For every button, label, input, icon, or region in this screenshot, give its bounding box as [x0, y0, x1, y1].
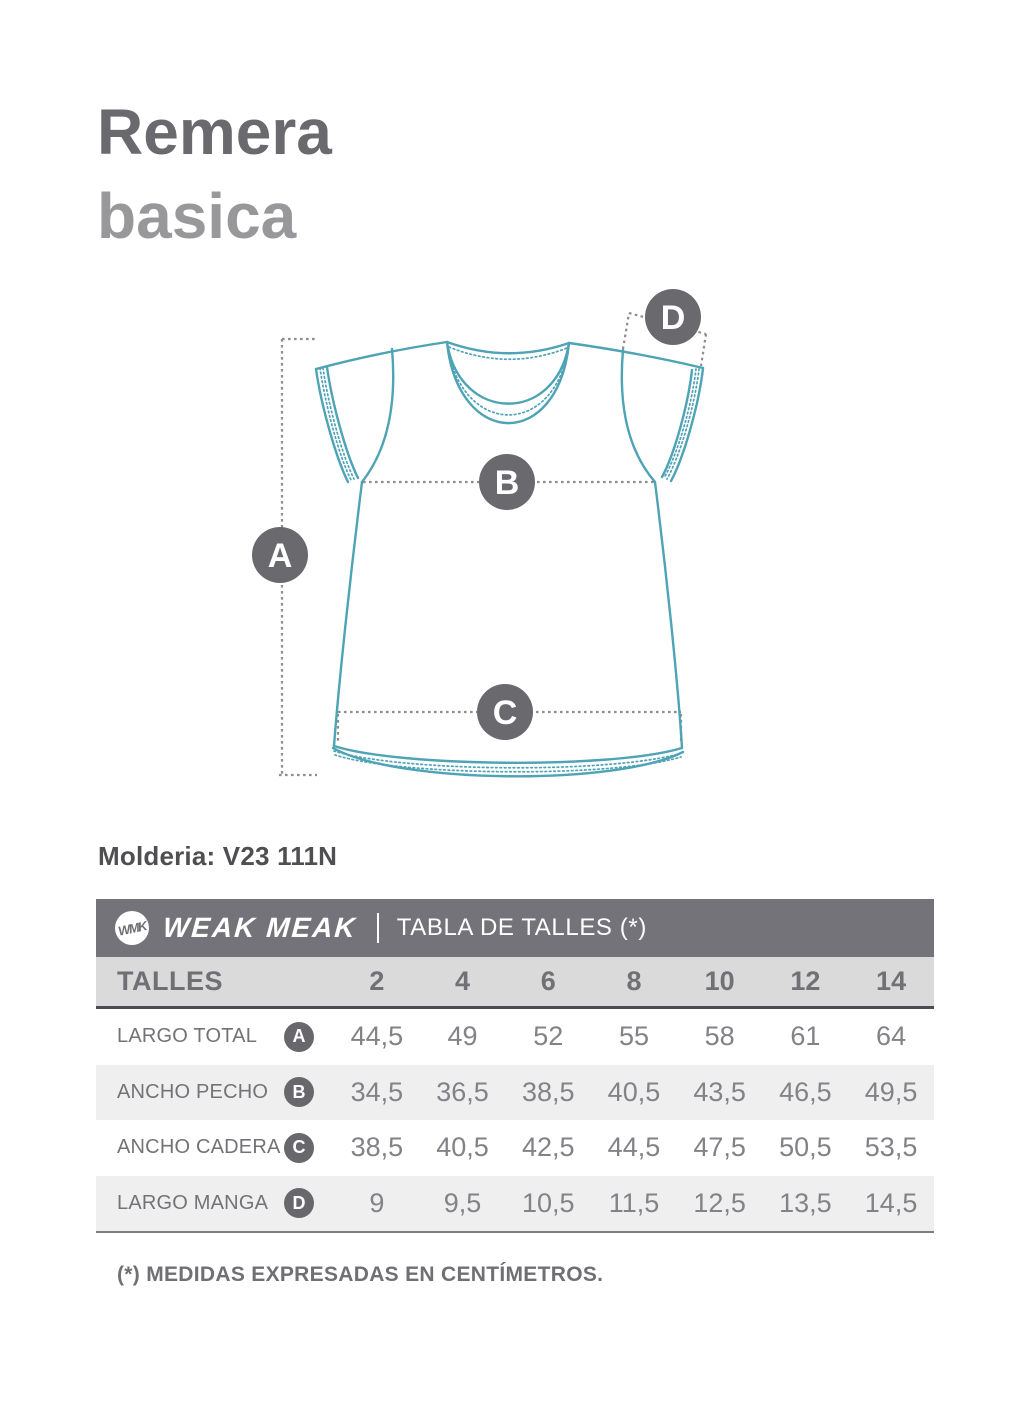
cell-value: 50,5 [779, 1132, 832, 1163]
page-title-line2: basica [97, 180, 297, 252]
badge-b-letter: B [494, 464, 520, 502]
measure-badges [252, 289, 701, 740]
table-row-ancho-cadera [96, 1120, 934, 1176]
row-badge-a: A [284, 1022, 314, 1052]
cell-value: 10,5 [521, 1187, 575, 1218]
size-table [96, 899, 934, 1233]
neckband-inner [447, 342, 569, 404]
row-badge-c: C [284, 1133, 314, 1163]
cell-value: 44,5 [607, 1132, 661, 1163]
back-neckline [447, 342, 569, 353]
size-col-8: 8 [626, 966, 642, 996]
cell-value: 38,5 [521, 1076, 575, 1107]
row-label: LARGO TOTAL [117, 1025, 258, 1048]
sizes-label: TALLES [117, 966, 223, 996]
badge-c-letter: C [492, 694, 518, 732]
size-col-10: 10 [704, 966, 735, 996]
row-label: LARGO MANGA [117, 1191, 269, 1214]
page-title [97, 90, 332, 258]
size-col-12: 12 [790, 966, 821, 996]
size-col-14: 14 [876, 966, 907, 996]
cell-value: 44,5 [350, 1021, 404, 1052]
left-side-seam [334, 482, 362, 746]
cell-value: 52 [533, 1021, 564, 1052]
right-sleeve-band [662, 370, 692, 477]
cell-value: 9,5 [443, 1187, 482, 1218]
right-shoulder-seam [569, 343, 703, 368]
pattern-label: Molderia: V23 111N [98, 841, 338, 871]
cell-value: 55 [618, 1021, 649, 1052]
row-label: ANCHO CADERA [117, 1136, 281, 1159]
row-badge-d: D [284, 1188, 314, 1218]
cell-value: 47,5 [693, 1132, 746, 1163]
size-col-4: 4 [455, 966, 471, 996]
sizes-header-row [96, 957, 934, 1009]
right-armhole [622, 350, 655, 482]
size-col-2: 2 [369, 966, 385, 996]
cell-value: 46,5 [779, 1076, 832, 1107]
brand-logo [115, 911, 149, 945]
cell-value: 43,5 [693, 1076, 746, 1107]
left-shoulder-seam [316, 342, 447, 369]
cell-value: 13,5 [779, 1187, 832, 1218]
left-sleeve-band [327, 367, 358, 478]
table-row-largo-total [96, 1009, 934, 1065]
right-side-seam [655, 482, 682, 748]
brand-name: WEAK MEAK [161, 912, 358, 943]
table-header-bar [96, 899, 934, 957]
cell-value: 61 [790, 1021, 821, 1052]
cell-value: 9 [369, 1187, 385, 1218]
cell-value: 42,5 [521, 1132, 575, 1163]
cell-value: 58 [704, 1021, 735, 1052]
tshirt-diagram [250, 280, 750, 800]
cell-value: 14,5 [864, 1187, 918, 1218]
brand-monogram: WMK [116, 917, 148, 939]
header-separator [377, 913, 379, 943]
cell-value: 64 [876, 1021, 907, 1052]
footnote: (*) MEDIDAS EXPRESADAS EN CENTÍMETROS. [117, 1263, 604, 1286]
cell-value: 34,5 [350, 1076, 404, 1107]
table-row-largo-manga [96, 1176, 934, 1232]
table-row-ancho-pecho [96, 1065, 934, 1121]
cell-value: 49,5 [864, 1076, 918, 1107]
cell-value: 40,5 [436, 1132, 489, 1163]
cell-value: 11,5 [608, 1187, 660, 1218]
badge-d-letter: D [660, 299, 686, 337]
cell-value: 53,5 [864, 1132, 918, 1163]
cell-value: 49 [447, 1021, 478, 1052]
row-label: ANCHO PECHO [117, 1080, 269, 1103]
cell-value: 12,5 [693, 1187, 746, 1218]
badge-a-letter: A [267, 537, 293, 575]
row-badge-b: B [284, 1077, 314, 1107]
page-title-line1: Remera [97, 96, 332, 168]
left-armhole [362, 349, 393, 482]
cell-value: 38,5 [350, 1132, 404, 1163]
table-title: TABLA DE TALLES (*) [396, 914, 647, 941]
size-col-6: 6 [540, 966, 556, 996]
cell-value: 40,5 [607, 1076, 661, 1107]
cell-value: 36,5 [436, 1076, 489, 1107]
